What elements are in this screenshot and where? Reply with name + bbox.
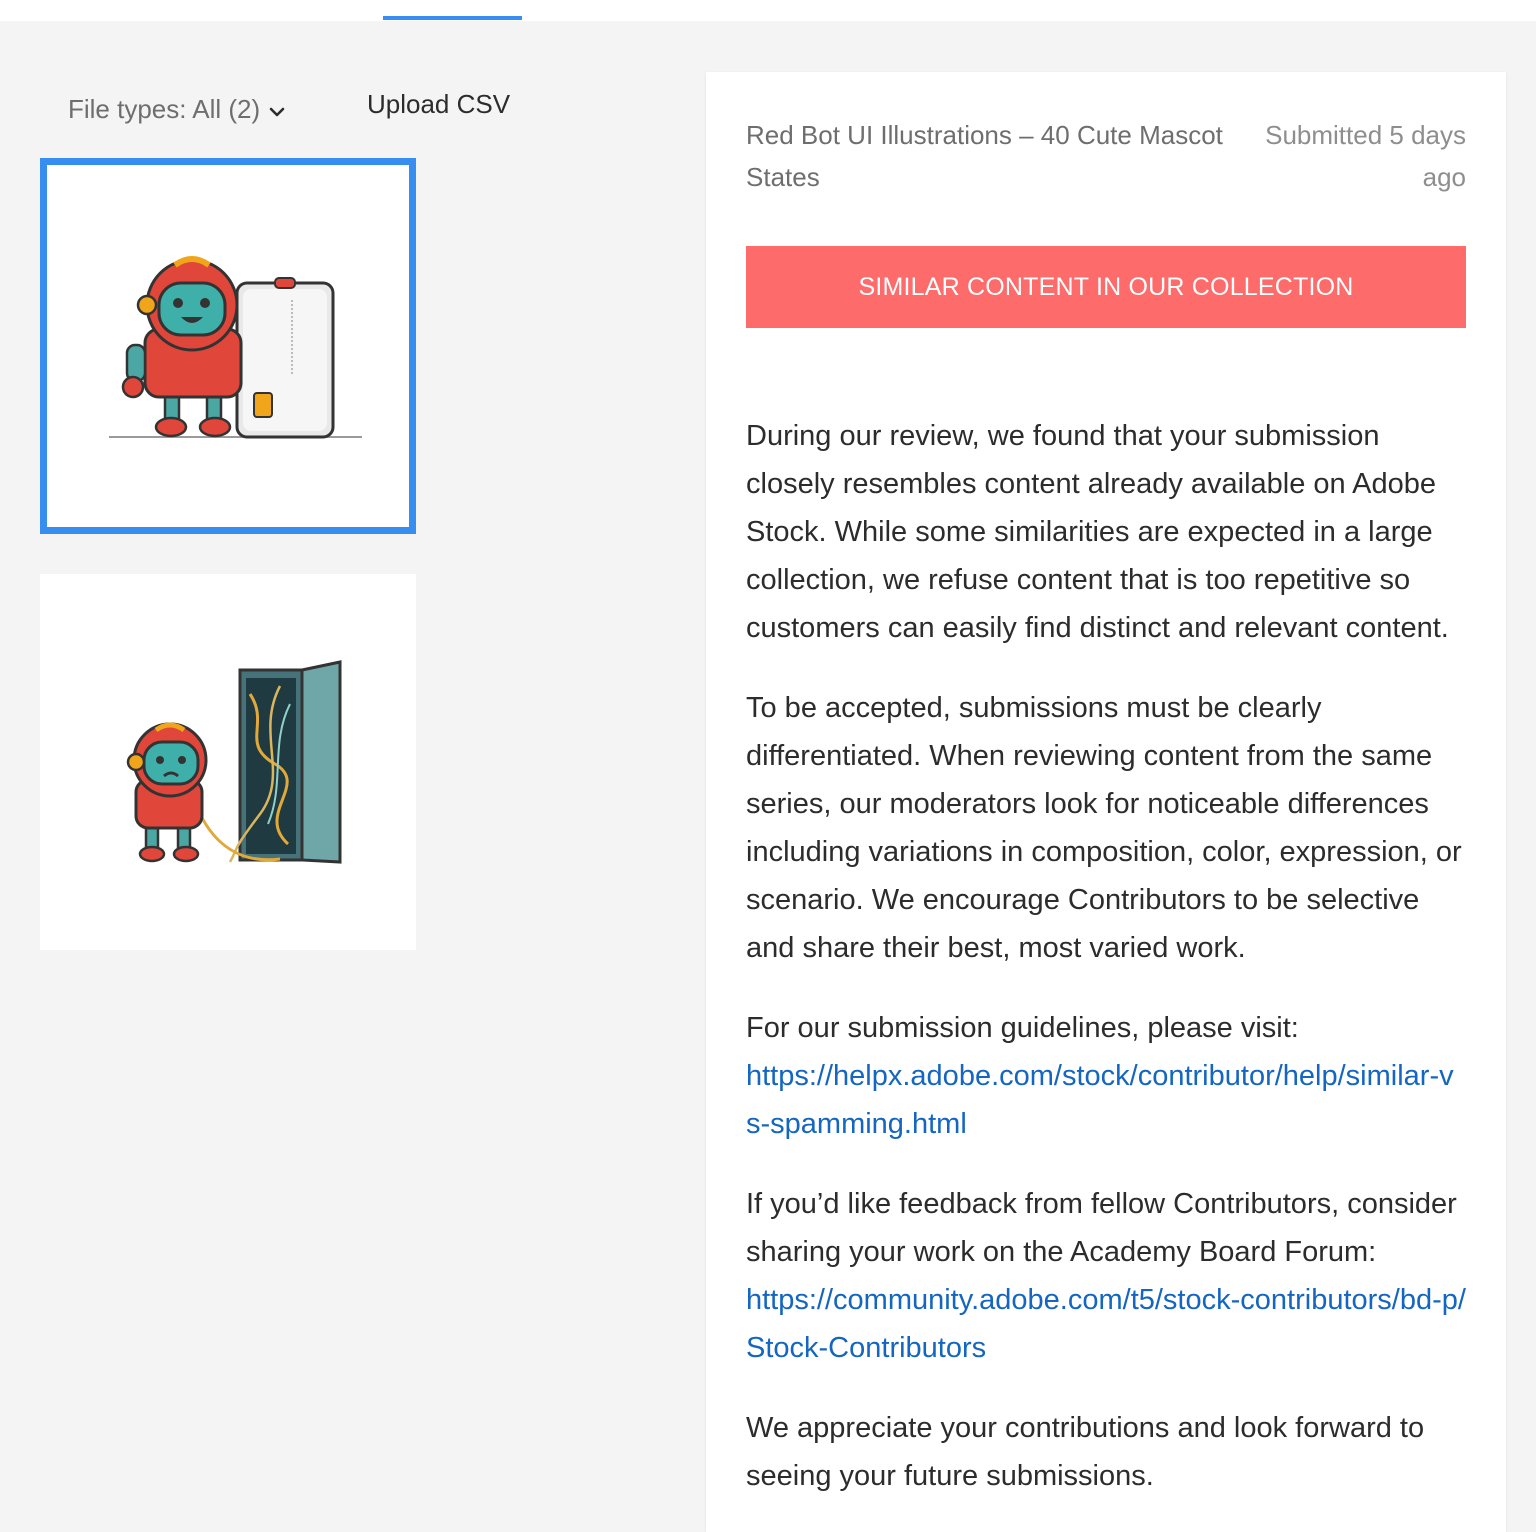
guidelines-text: For our submission guidelines, please visit: bbox=[746, 1012, 1299, 1044]
chevron-down-icon bbox=[268, 103, 286, 121]
review-paragraph-3 bbox=[746, 1004, 1468, 1148]
forum-text: If you’d like feedback from fellow Contributors, consider sharing your work on the Academy Board Forum: bbox=[746, 1188, 1457, 1268]
guidelines-link[interactable]: https://helpx.adobe.com/stock/contributor/help/similar-vs-spamming.html bbox=[746, 1060, 1454, 1140]
review-detail-panel bbox=[706, 72, 1506, 1532]
review-paragraph-5: We appreciate your contributions and look forward to seeing your future submissions. bbox=[746, 1412, 1425, 1492]
file-types-filter[interactable] bbox=[68, 94, 286, 125]
review-paragraph-2: To be accepted, submissions must be clearly differentiated. When reviewing content from the same series, our moderators look for noticeable differences including variations in composition, color, expression, or scenario. We encourage Contributors to be selective and share their best, most varied work. bbox=[746, 692, 1462, 964]
submission-date: Submitted 5 days ago bbox=[1265, 120, 1466, 192]
upload-csv-button[interactable]: Upload CSV bbox=[367, 89, 511, 119]
active-tab-indicator bbox=[383, 16, 522, 20]
rejection-reason-banner: SIMILAR CONTENT IN OUR COLLECTION bbox=[746, 246, 1466, 328]
thumbnail-robot-with-server-rack[interactable] bbox=[40, 574, 416, 950]
thumbnail-robot-with-credit-card[interactable] bbox=[40, 158, 416, 534]
review-paragraph-1: During our review, we found that your submission closely resembles content already available on Adobe Stock. While some similarities are expected in a large collection, we refuse content that is too repetitive so customers can easily find distinct and relevant content. bbox=[746, 420, 1449, 644]
file-types-filter-label: File types: All (2) bbox=[68, 94, 261, 124]
submission-title: Red Bot UI Illustrations – 40 Cute Mascot States bbox=[746, 120, 1223, 192]
robot-server-illustration bbox=[40, 574, 416, 950]
review-paragraph-4 bbox=[746, 1180, 1468, 1372]
robot-card-illustration bbox=[47, 165, 409, 527]
top-nav-bar bbox=[0, 0, 1536, 21]
review-message bbox=[746, 412, 1468, 1532]
forum-link[interactable]: https://community.adobe.com/t5/stock-contributors/bd-p/Stock-Contributors bbox=[746, 1284, 1466, 1364]
